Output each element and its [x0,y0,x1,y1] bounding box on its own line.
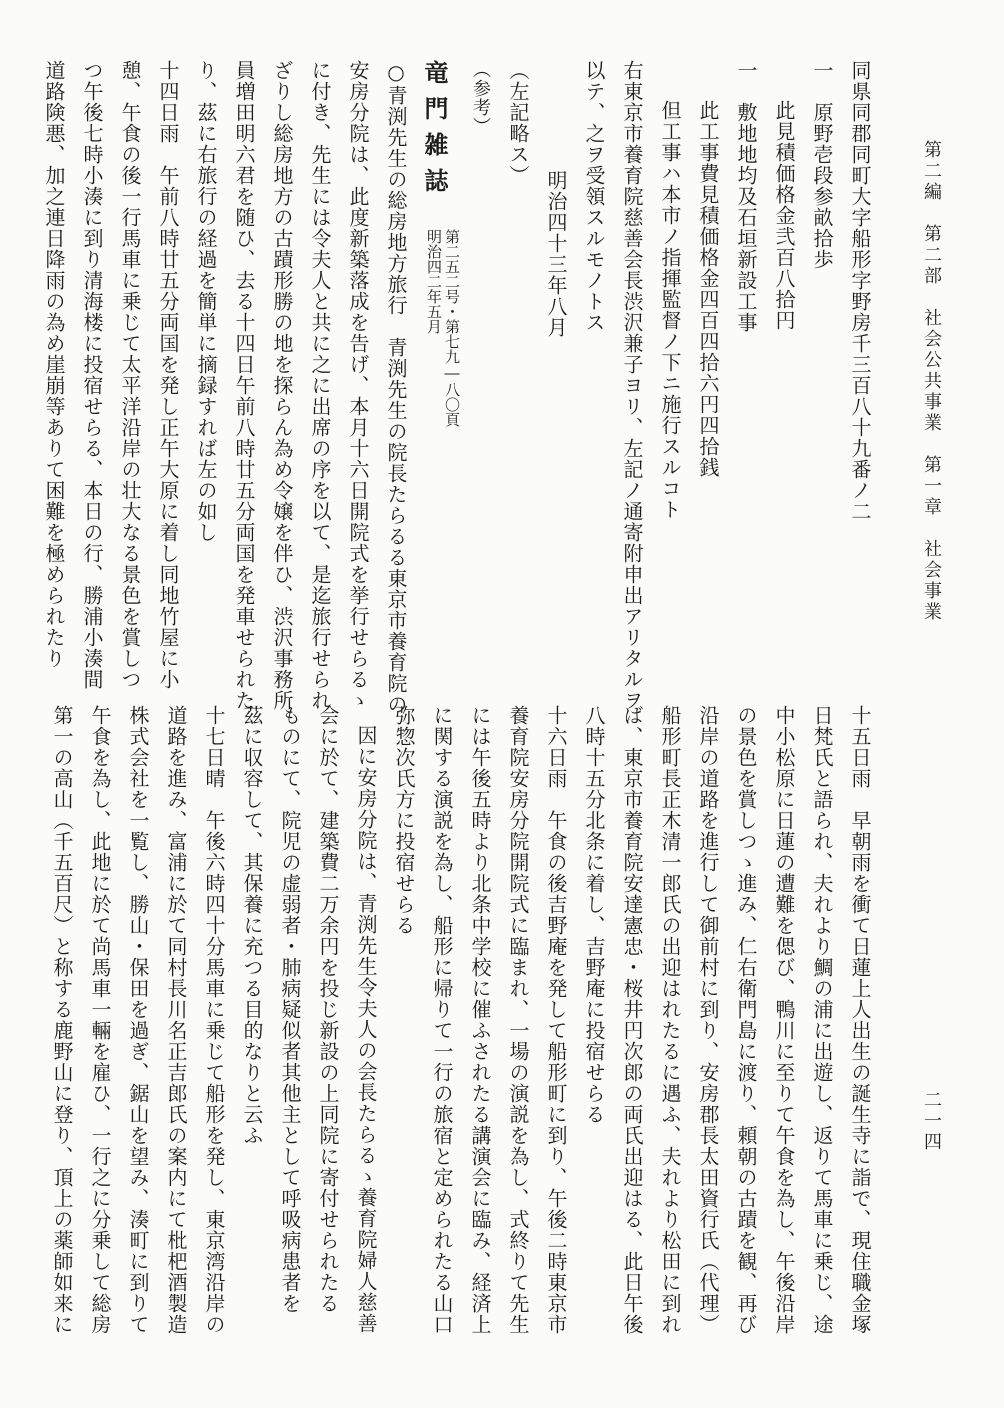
text-line: 養育院安房分院開院式に臨まれ、一場の演説を為し、式終りて先生 [506,705,530,1335]
text-line: 日梵氏と語られ、夫れより鯛の浦に出遊し、返りて馬車に乗じ、途 [810,705,834,1335]
text-line: 沿岸の道路を進行して御前村に到り、安房郡長太田資行氏（代理） [696,705,720,1335]
journal-header [415,60,461,660]
text-line: ものにて、院児の虚弱者・肺病疑似者其他主として呼吸病患者を [278,705,302,1314]
text-line: 茲に収容して、其保養に充つる目的なりと云ふ [240,705,264,1146]
text-line: ○青渕先生の総房地方旅行 青渕先生の院長たらるる東京市養育院の [384,60,408,715]
text-line: 十六日雨 午食の後吉野庵を発して船形町に到り、午後二時東京市 [544,705,568,1335]
text-line: 会に於て、建築費二万余円を投じ新設の上同院に寄付せられたる [316,705,340,1314]
upper-text-block [42,60,879,715]
text-line: 員増田明六君を随ひ、去る十四日午前八時廿五分両国を発車せられた [232,60,256,711]
text-line: ざりし総房地方の古蹟形勝の地を探らん為め令嬢を伴ひ、渋沢事務所 [270,60,294,711]
text-line: 一 敷地地均及石垣新設工事 [734,60,758,333]
text-line: に関する演説を為し、船形に帰りて一行の旅宿と定められたる山口 [430,705,454,1335]
text-line: 十七日晴 午後六時四十分馬車に乗じて船形を発し、東京湾沿岸の [202,705,226,1335]
text-line: に付き、先生には令夫人と共に之に出席の序を以て、是迄旅行せられ [308,60,332,711]
text-line: 憩、午食の後一行馬車に乗じて太平洋沿岸の壮大なる景色を賞しつ [118,60,142,690]
text-line: 十四日雨 午前八時廿五分両国を発し正午大原に着し同地竹屋に小 [156,60,180,690]
text-line: 弥惣次氏方に投宿せらる [392,705,416,936]
text-line: 八時十五分北条に着し、吉野庵に投宿せらる [582,705,606,1125]
text-line: 株式会社を一覧し、勝山・保田を過ぎ、鋸山を望み、湊町に到りて [126,705,150,1335]
text-line: 一 原野壱段参畝拾歩 [810,60,834,270]
text-line: り、茲に右旅行の経過を簡単に摘録すれば左の如し [194,60,218,543]
journal-date: 明治四二年五月 [425,229,443,334]
journal-title: 竜門雑誌 [420,60,449,204]
text-line: 以テ、之ヲ受領スルモノトス [582,60,606,333]
text-line: 此見積価格金弐百八拾円 [772,100,796,331]
reference-label: （参考） [470,60,491,136]
running-head-text: 第二編 第二部 社会公共事業 第一章 社会事業 [921,140,942,623]
text-line: つ午後七時小湊に到り清海楼に投宿せらる、本日の行、勝浦小湊間 [80,60,104,690]
page-number [904,1090,944,1180]
text-line: 第一の高山（千五百尺）と称する鹿野山に登り、頂上の薬師如来に [50,705,74,1335]
text-line: 同県同郡同町大字船形字野房千三百八十九番ノ二 [848,60,872,522]
text-line: 但工事ハ本市ノ指揮監督ノ下ニ施行スルコト [658,100,682,520]
text-line: 此工事費見積価格金四百四拾六円四拾銭 [696,100,720,478]
text-line: 船形町長正木清一郎氏の出迎はれたるに遇ふ、夫れより松田に到れ [658,705,682,1335]
text-line: ば、東京市養育院安達憲忠・桜井円次郎の両氏出迎はる、此日午後 [620,705,644,1335]
running-head [904,140,944,623]
page-number-text: 二一四 [921,1090,942,1153]
text-line: 中小松原に日蓮の遭難を偲び、鴨川に至りて午食を為し、午後沿岸 [772,705,796,1335]
text-line: （左記略ス） [506,60,530,186]
text-line: 道路を進み、富浦に於て同村長川名正吉郎氏の案内にて枇杷酒製造 [164,705,188,1335]
journal-info [425,229,461,427]
text-line: 午食を為し、此地に於て尚馬車一輛を雇ひ、一行之に分乗して総房 [88,705,112,1335]
text-line: 道路険悪、加之連日降雨の為め崖崩等ありて困難を極められたり [42,60,66,669]
date-line: 明治四十三年八月 [544,170,568,338]
text-line: 安房分院は、此度新築落成を告げ、本月十六日開院式を挙行せらるゝ [346,60,370,711]
text-line: 十五日雨 早朝雨を衝て日蓮上人出生の誕生寺に詣で、現住職金塚 [848,705,872,1335]
journal-issue: 第二五二号・第七九―八〇頁 [443,229,461,427]
text-line: 因に安房分院は、青渕先生令夫人の会長たらるゝ養育院婦人慈善 [354,725,378,1334]
lower-text-block [50,705,879,1335]
text-line: 右東京市養育院慈善会長渋沢兼子ヨリ、左記ノ通寄附申出アリタルヲ [620,60,644,711]
text-line: には午後五時より北条中学校に催ふされたる講演会に臨み、経済上 [468,705,492,1335]
text-line: の景色を賞しつゝ進み、仁右衛門島に渡り、頼朝の古蹟を観、再び [734,705,758,1335]
